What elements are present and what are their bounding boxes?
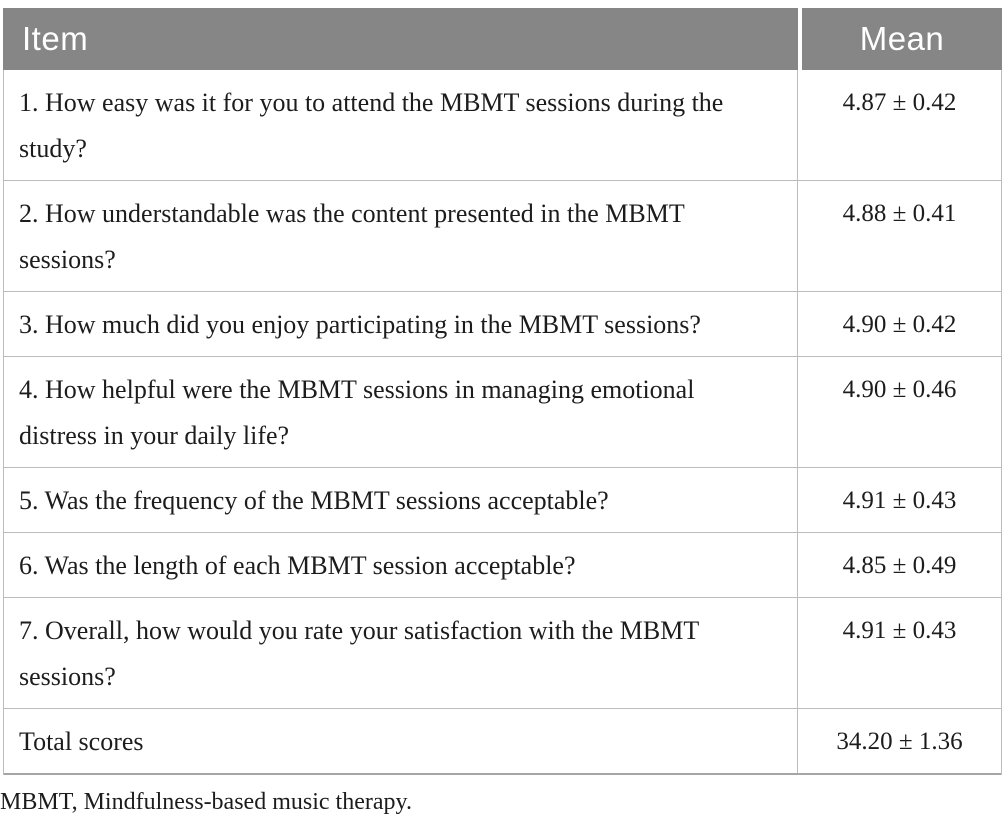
table-body: [3, 70, 1002, 775]
table-header-row: [3, 8, 1002, 70]
satisfaction-table: [0, 8, 1002, 817]
mean-cell: 4.90 ± 0.46: [797, 357, 1001, 467]
table-row: [4, 598, 1001, 709]
table-row: [4, 292, 1001, 357]
table-row: [4, 357, 1001, 468]
mean-cell: 4.91 ± 0.43: [797, 598, 1001, 708]
mean-cell: 4.88 ± 0.41: [797, 181, 1001, 291]
table-row: [4, 70, 1001, 181]
mean-cell: 34.20 ± 1.36: [797, 709, 1001, 773]
table-row: [4, 181, 1001, 292]
item-cell: 4. How helpful were the MBMT sessions in managing emotional distress in your daily life?: [19, 375, 695, 450]
item-cell: 7. Overall, how would you rate your satisfaction with the MBMT sessions?: [19, 616, 699, 691]
column-header-mean: Mean: [798, 8, 1002, 70]
item-cell: 6. Was the length of each MBMT session acceptable?: [19, 551, 576, 580]
item-cell: 5. Was the frequency of the MBMT sessions acceptable?: [19, 486, 609, 515]
table-footnote: MBMT, Mindfulness-based music therapy.: [0, 789, 412, 815]
mean-cell: 4.87 ± 0.42: [797, 70, 1001, 180]
mean-cell: 4.91 ± 0.43: [797, 468, 1001, 532]
table-row: [4, 468, 1001, 533]
table-row: [4, 533, 1001, 598]
mean-cell: 4.85 ± 0.49: [797, 533, 1001, 597]
item-cell: 2. How understandable was the content presented in the MBMT sessions?: [19, 199, 685, 274]
table-row: [4, 709, 1001, 775]
item-cell: Total scores: [19, 727, 144, 756]
column-header-item: Item: [22, 20, 89, 57]
item-cell: 1. How easy was it for you to attend the MBMT sessions during the study?: [19, 88, 724, 163]
mean-cell: 4.90 ± 0.42: [797, 292, 1001, 356]
item-cell: 3. How much did you enjoy participating in the MBMT sessions?: [19, 310, 701, 339]
